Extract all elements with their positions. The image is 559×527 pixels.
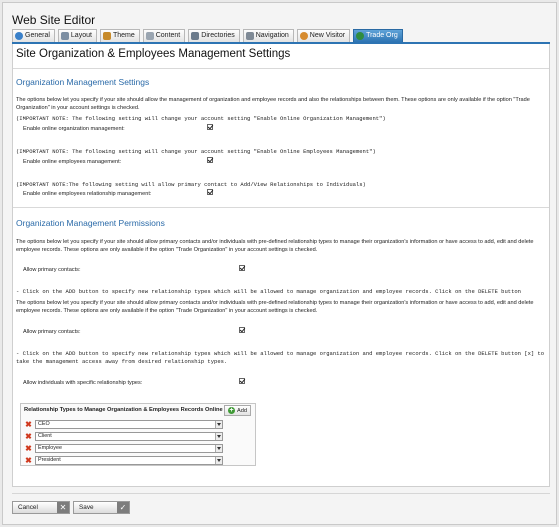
delete-icon[interactable]: ✖: [25, 443, 32, 453]
allow-primary-contacts-label-2: Allow primary contacts:: [23, 329, 81, 335]
enable-organization-label: Enable online organization management:: [23, 126, 125, 132]
paint-icon: [103, 32, 111, 40]
layout-icon: [61, 32, 69, 40]
section-title-permissions: Organization Management Permissions: [16, 218, 165, 228]
tab-label: Content: [155, 32, 181, 39]
visitor-icon: [300, 32, 308, 40]
title-divider: [13, 68, 549, 69]
tab-content[interactable]: [143, 29, 186, 42]
delete-icon[interactable]: ✖: [25, 455, 32, 465]
cancel-button[interactable]: [12, 501, 70, 514]
relationship-types-title: Relationship Types to Manage Organization & Employees Records Online: [24, 407, 223, 413]
app-title: Web Site Editor: [12, 13, 96, 27]
tab-navigation[interactable]: [243, 29, 294, 42]
relationship-row: [25, 431, 225, 441]
delete-icon[interactable]: ✖: [25, 431, 32, 441]
tab-theme[interactable]: [100, 29, 140, 42]
chevron-down-icon: [215, 457, 222, 464]
enable-organization-checkbox[interactable]: [207, 124, 213, 130]
relationship-select[interactable]: [35, 420, 223, 429]
save-button[interactable]: [73, 501, 130, 514]
tab-label: General: [25, 32, 50, 39]
important-note-relationships: (IMPORTANT NOTE:The following setting will allow primary contact to Add/View Relationships to Individuals): [16, 181, 366, 188]
relationship-select[interactable]: [35, 444, 223, 453]
allow-primary-contacts-checkbox[interactable]: [239, 265, 245, 271]
editor-window: [2, 2, 557, 525]
tab-label: Theme: [112, 32, 135, 39]
relationship-row: [25, 455, 225, 465]
relationship-row: [25, 419, 225, 429]
globe-icon: [15, 32, 23, 40]
tab-general[interactable]: [12, 29, 55, 42]
checkmark-icon: ✓: [117, 502, 129, 513]
trade-org-icon: [356, 32, 364, 40]
important-note-employees: (IMPORTANT NOTE: The following setting will change your account setting "Enable Online Employees Management"): [16, 148, 376, 155]
navigation-icon: [246, 32, 254, 40]
chevron-down-icon: [215, 433, 222, 440]
tab-label: Trade Org: [366, 32, 398, 39]
relationship-select[interactable]: [35, 456, 223, 465]
close-icon: ✕: [57, 502, 69, 513]
tab-label: Navigation: [255, 32, 289, 39]
enable-employees-label: Enable online employees management:: [23, 159, 122, 165]
tab-trade-org[interactable]: [353, 29, 403, 42]
enable-relationships-label: Enable online employees relationship management:: [23, 191, 152, 197]
enable-relationships-checkbox[interactable]: [207, 189, 213, 195]
footer-divider: [12, 493, 550, 494]
permissions-description: The options below let you specify if your site should allow primary contacts and/or individuals with pre-defined relationship types to manage their organization's information or have access to add, edit and delete employee records. These options are only available if the option "Trade Organization" in your account settings is checked.: [16, 239, 534, 253]
relationship-value: President: [38, 456, 61, 463]
allow-primary-contacts-label: Allow primary contacts:: [23, 267, 81, 273]
tab-label: Directories: [201, 32, 235, 39]
allow-primary-contacts-checkbox-2[interactable]: [239, 327, 245, 333]
important-note-organization: (IMPORTANT NOTE: The following setting will change your account setting "Enable Online Organization Management"): [16, 115, 386, 122]
settings-description: The options below let you specify if your site should allow the management of organization and employee records and also the relationships between them. These options are only available if the option "Trade Organization" in your account settings is checked.: [16, 97, 530, 111]
section-title-settings: Organization Management Settings: [16, 77, 150, 87]
page-title: Site Organization & Employees Management Settings: [16, 48, 291, 60]
tab-directories[interactable]: [188, 29, 239, 42]
settings-panel: [12, 44, 550, 487]
delete-icon[interactable]: ✖: [25, 419, 32, 429]
tab-label: Layout: [70, 32, 92, 39]
chevron-down-icon: [215, 421, 222, 428]
save-button-label: Save: [79, 504, 94, 511]
allow-individuals-label: Allow individuals with specific relationship types:: [23, 380, 143, 386]
plus-icon: +: [229, 407, 234, 414]
tab-new-visitor[interactable]: [297, 29, 350, 42]
enable-employees-checkbox[interactable]: [207, 157, 213, 163]
section-divider: [13, 207, 549, 208]
add-relationship-button[interactable]: [224, 405, 251, 416]
relationship-value: Employee: [38, 444, 62, 451]
tab-label: New Visitor: [309, 32, 346, 39]
relationship-value: CEO: [38, 420, 50, 427]
cancel-button-label: Cancel: [18, 504, 38, 511]
relationship-row: [25, 443, 225, 453]
allow-individuals-checkbox[interactable]: [239, 378, 245, 384]
relationship-value: Client: [38, 432, 52, 439]
document-icon: [146, 32, 154, 40]
add-button-label: Add: [237, 407, 247, 414]
folder-icon: [191, 32, 199, 40]
add-instruction: - Click on the ADD button to specify new relationship types which will be allowed to manage organization and employee records. Click on the DELETE button: [16, 288, 521, 295]
tab-bar: [12, 29, 403, 42]
relationship-types-box: [20, 403, 256, 466]
chevron-down-icon: [215, 445, 222, 452]
permissions-description-repeat: The options below let you specify if your site should allow primary contacts and/or individuals with pre-defined relationship types to manage their organization's information or have access to add, edit and delete employee records. These options are only available if the option "Trade Organization" in your account settings is checked.: [16, 300, 534, 314]
add-delete-instruction: - Click on the ADD button to specify new relationship types which will be allowed to manage organization and employee records. Click on the DELETE button [x] to take the management access away from desired relationship types.: [16, 350, 545, 365]
relationship-select[interactable]: [35, 432, 223, 441]
tab-layout[interactable]: [58, 29, 97, 42]
